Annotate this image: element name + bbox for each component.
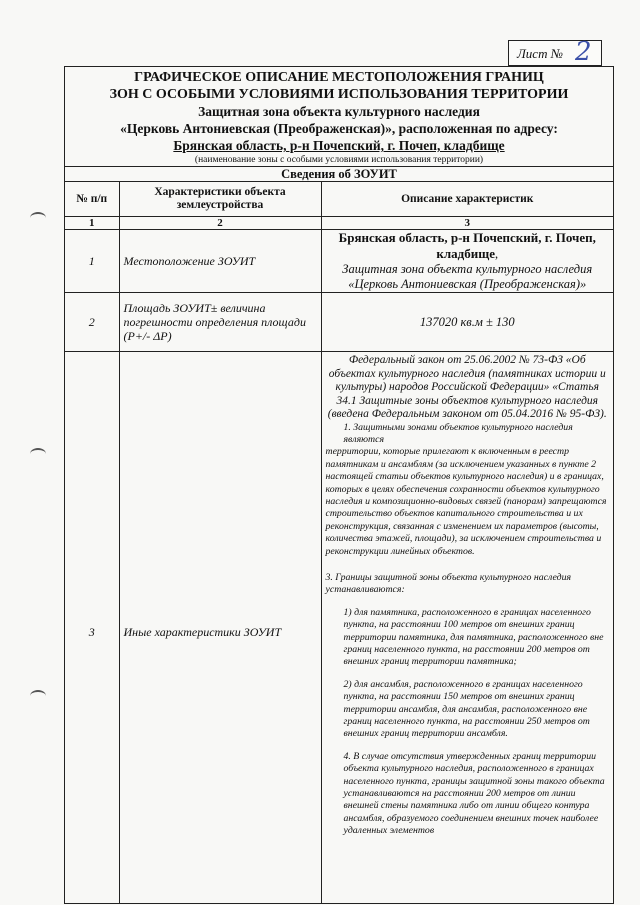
row-characteristic: Площадь ЗОУИТ± величина погрешности определения площади (Р+/- ΔР) — [119, 293, 321, 352]
table-header-row — [65, 182, 613, 217]
index-cell: 2 — [119, 217, 321, 230]
sheet-number: 2 — [575, 37, 592, 67]
row-description — [321, 230, 613, 293]
header-num: № п/п — [65, 182, 119, 217]
title-line-4: «Церковь Антониевская (Преображенская)», расположенная по адресу: — [120, 121, 558, 136]
table-row — [65, 352, 613, 905]
section-title: Сведения об ЗОУИТ — [65, 167, 613, 182]
row-characteristic: Иные характеристики ЗОУИТ — [119, 352, 321, 905]
location-address-comma: , — [494, 247, 499, 261]
sheet-number-box — [508, 37, 602, 67]
title-line-1: ГРАФИЧЕСКОЕ ОПИСАНИЕ МЕСТОПОЛОЖЕНИЯ ГРАНИЦ — [134, 70, 544, 85]
law-reference: Федеральный закон от 25.06.2002 № 73-ФЗ «Об объектах культурного наследия (памятниках истории и культуры) народов Российской Федерации» «Статья 34.1 Защитные зоны объектов культурного наследия (введена Федеральным законом от 05.04.2016 № 95-ФЗ). — [327, 354, 607, 420]
title-address: Брянская область, р-н Почепский, г. Почеп, кладбище — [173, 138, 505, 153]
table-row — [65, 293, 613, 352]
row-description: 137020 кв.м ± 130 — [321, 293, 613, 352]
clause-1-head: 1. Защитными зонами объектов культурного наследия являются — [343, 421, 573, 445]
header-desc: Описание характеристик — [321, 182, 613, 217]
row-number: 2 — [65, 293, 119, 352]
clause-3: 3. Границы защитной зоны объекта культурного наследия устанавливаются: — [325, 571, 572, 596]
table-row — [65, 230, 613, 293]
document-header — [65, 67, 613, 154]
clause-3-1: 1) для памятника, расположенного в границах населенного пункта, на расстоянии 100 метров от внешних границ территории памятника, для памятника, расположенного вне границ населенного пункта, на расстоянии 200 метров от внешних границ территории памятника; — [343, 606, 604, 668]
header-name: Характеристики объекта землеустройства — [119, 182, 321, 217]
title-line-3: Защитная зона объекта культурного наследия — [198, 104, 480, 119]
row-number: 1 — [65, 230, 119, 293]
row-description — [321, 352, 613, 905]
clause-3-2: 2) для ансамбля, расположенного в границах населенного пункта, на расстоянии 150 метров от внешних границ территории ансамбля, для ансамбля, расположенного вне границ населенного пункта, на расстоянии 250 метров от внешних границ территории ансамбля. — [343, 678, 590, 740]
index-cell: 3 — [321, 217, 613, 230]
punch-hole-mark — [30, 690, 46, 702]
location-address: Брянская область, р-н Почепский, г. Почеп, кладбище — [338, 230, 596, 261]
location-zone-name: Защитная зона объекта культурного наследия «Церковь Антониевская (Преображенская)» — [342, 262, 593, 291]
sheet-label: Лист № — [517, 46, 563, 61]
document-frame — [64, 66, 614, 904]
table-index-row — [65, 217, 613, 230]
punch-hole-mark — [30, 212, 46, 224]
punch-hole-mark — [30, 448, 46, 460]
zone-name-caption: (наименование зоны с особыми условиями использования территории) — [65, 154, 613, 167]
index-cell: 1 — [65, 217, 119, 230]
row-number: 3 — [65, 352, 119, 905]
clause-1-body: территории, которые прилегают к включенным в реестр памятникам и ансамблям (за исключением указанных в пункте 2 настоящей статьи объектов культурного наследия) и в границах, которых в целях обеспечения сохранности объектов культурного наследия и композиционно-видовых связей (панорам) запрещаются строительство объектов капитального строительства и их реконструкция, связанная с изменением их параметров (высоты, количества этажей, площади), за исключением строительства и реконструкции линейных объектов. — [325, 446, 607, 557]
row-characteristic: Местоположение ЗОУИТ — [119, 230, 321, 293]
clause-4: 4. В случае отсутствия утвержденных границ территории объекта культурного наследия, расположенного в границах населенного пункта, границы защитной зоны такого объекта устанавливаются на расстоянии 200 метров от линии внешней стены памятника либо от линии общего контура ансамбля, образуемого соединением внешних точек наиболее удаленных элементов — [343, 750, 605, 837]
title-line-2: ЗОН С ОСОБЫМИ УСЛОВИЯМИ ИСПОЛЬЗОВАНИЯ ТЕРРИТОРИИ — [109, 87, 569, 102]
characteristics-table — [65, 182, 613, 904]
